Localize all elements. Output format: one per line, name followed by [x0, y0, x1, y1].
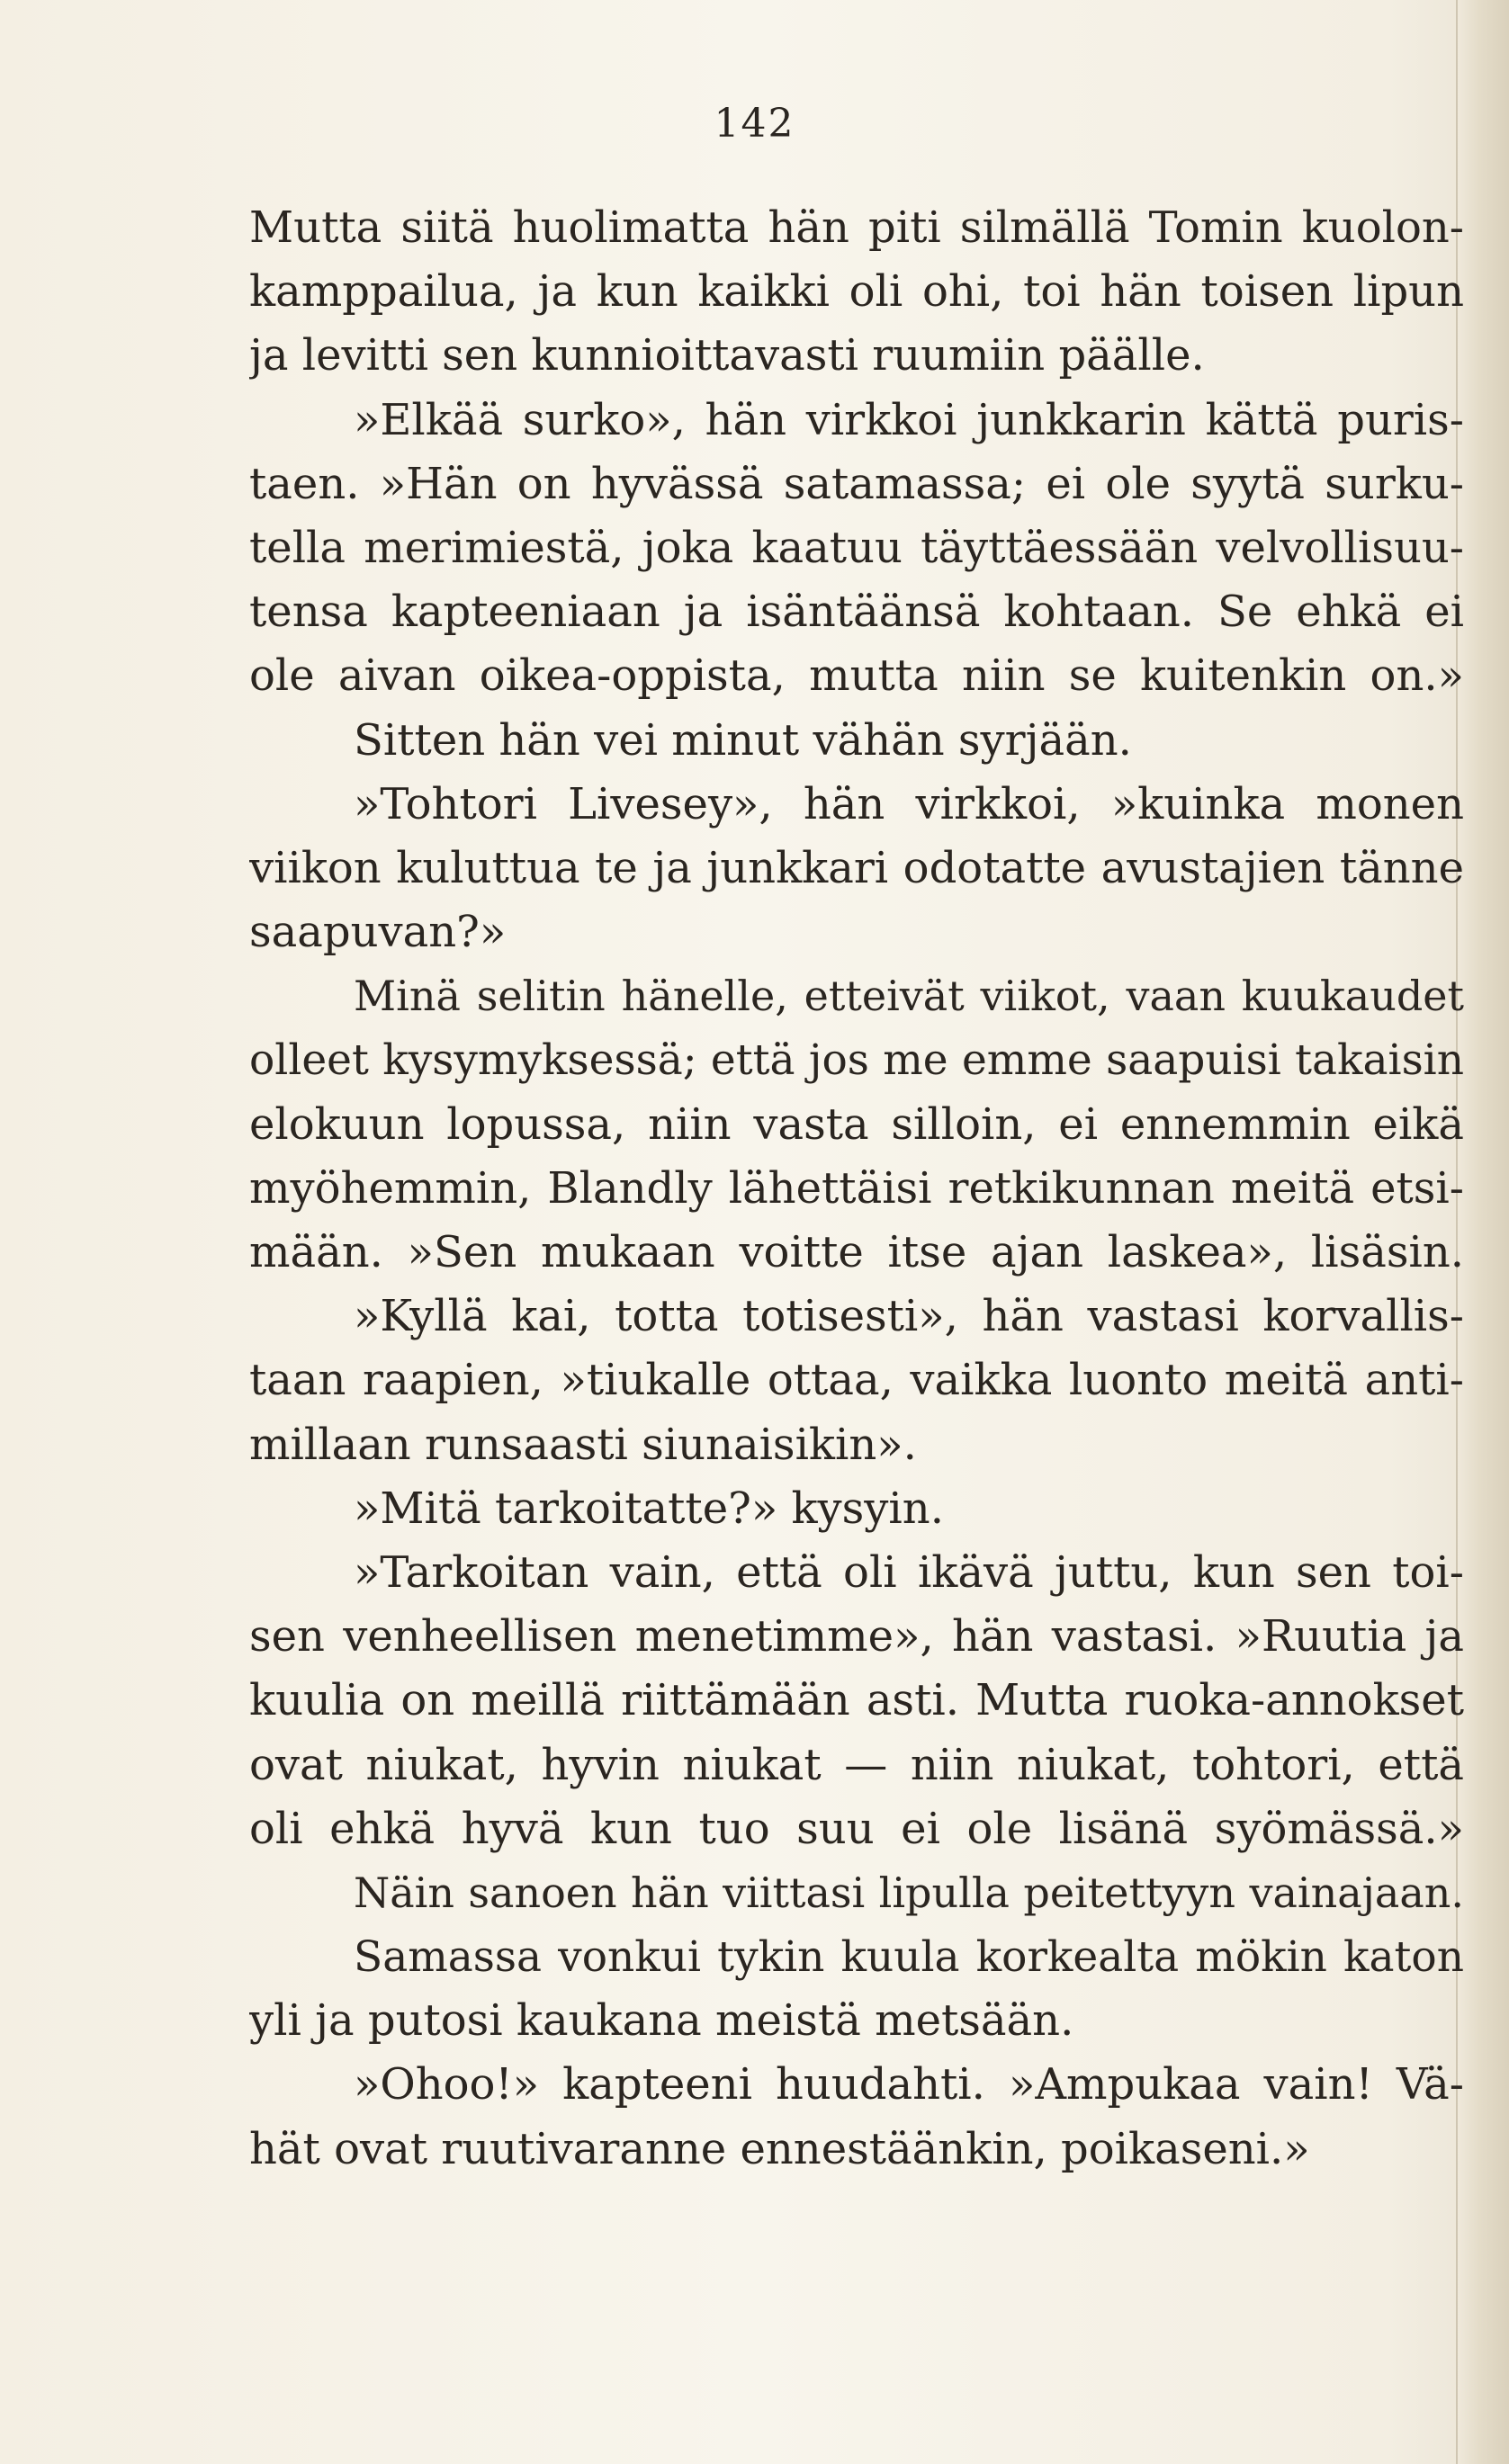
- text-line: olleet kysymyksessä; että jos me emme saapuisi takaisin: [249, 1035, 1464, 1086]
- text-line: kuulia on meillä riittämään asti. Mutta ruoka-annokset: [249, 1675, 1464, 1726]
- text-line: saapuvan?»: [249, 907, 507, 958]
- text-line: mään. »Sen mukaan voitte itse ajan laskea», lisäsin.: [249, 1227, 1464, 1277]
- text-line: yli ja putosi kaukana meistä metsään.: [249, 1995, 1074, 2047]
- text-line: millaan runsaasti siunaisikin».: [249, 1419, 917, 1470]
- text-line: tella merimiestä, joka kaatuu täyttäessään velvollisuu-: [249, 522, 1464, 573]
- text-line: tensa kapteeniaan ja isäntäänsä kohtaan. Se ehkä ei: [249, 587, 1464, 638]
- text-line: »Tarkoitan vain, että oli ikävä juttu, kun sen toi-: [354, 1546, 1464, 1598]
- text-line: Mutta siitä huolimatta hän piti silmällä Tomin kuolon-: [249, 202, 1464, 253]
- text-line: »Elkää surko», hän virkkoi junkkarin kättä puris-: [354, 394, 1464, 445]
- text-line: »Mitä tarkoitatte?» kysyin.: [354, 1483, 944, 1534]
- text-line: »Tohtori Livesey», hän virkkoi, »kuinka monen: [354, 778, 1464, 829]
- text-line: elokuun lopussa, niin vasta silloin, ei ennemmin eikä: [249, 1098, 1464, 1150]
- text-line: viikon kuluttua te ja junkkari odotatte avustajien tänne: [249, 842, 1464, 893]
- text-line: Sitten hän vei minut vähän syrjään.: [354, 714, 1132, 766]
- text-line: »Ohoo!» kapteeni huudahti. »Ampukaa vain! Vä-: [354, 2059, 1464, 2110]
- body-text: [249, 196, 1464, 2182]
- text-line: sen venheellisen menetimme», hän vastasi. »Ruutia ja: [249, 1611, 1464, 1662]
- text-line: taen. »Hän on hyvässä satamassa; ei ole syytä surku-: [249, 458, 1464, 509]
- text-line: taan raapien, »tiukalle ottaa, vaikka luonto meitä anti-: [249, 1355, 1464, 1406]
- text-line: Minä selitin hänelle, etteivät viikot, vaan kuukaudet: [354, 972, 1464, 1021]
- text-line: ole aivan oikea-oppista, mutta niin se kuitenkin on.»: [249, 650, 1464, 702]
- text-line: myöhemmin, Blandly lähettäisi retkikunnan meitä etsi-: [249, 1162, 1464, 1214]
- text-line: ovat niukat, hyvin niukat — niin niukat, tohtori, että: [249, 1739, 1464, 1790]
- text-line: Näin sanoen hän viittasi lipulla peitettyyn vainajaan.: [354, 1868, 1464, 1917]
- text-line: »Kyllä kai, totta totisesti», hän vastasi korvallis-: [354, 1291, 1464, 1342]
- text-line: hät ovat ruutivaranne ennestäänkin, poikaseni.»: [249, 2123, 1310, 2174]
- page-number: 142: [714, 101, 795, 147]
- text-line: ja levitti sen kunnioittavasti ruumiin päälle.: [249, 330, 1205, 381]
- text-line: kamppailua, ja kun kaikki oli ohi, toi hän toisen lipun: [249, 266, 1464, 318]
- text-line: Samassa vonkui tykin kuula korkealta mökin katon: [354, 1932, 1464, 1983]
- text-line: oli ehkä hyvä kun tuo suu ei ole lisänä syömässä.»: [249, 1803, 1464, 1854]
